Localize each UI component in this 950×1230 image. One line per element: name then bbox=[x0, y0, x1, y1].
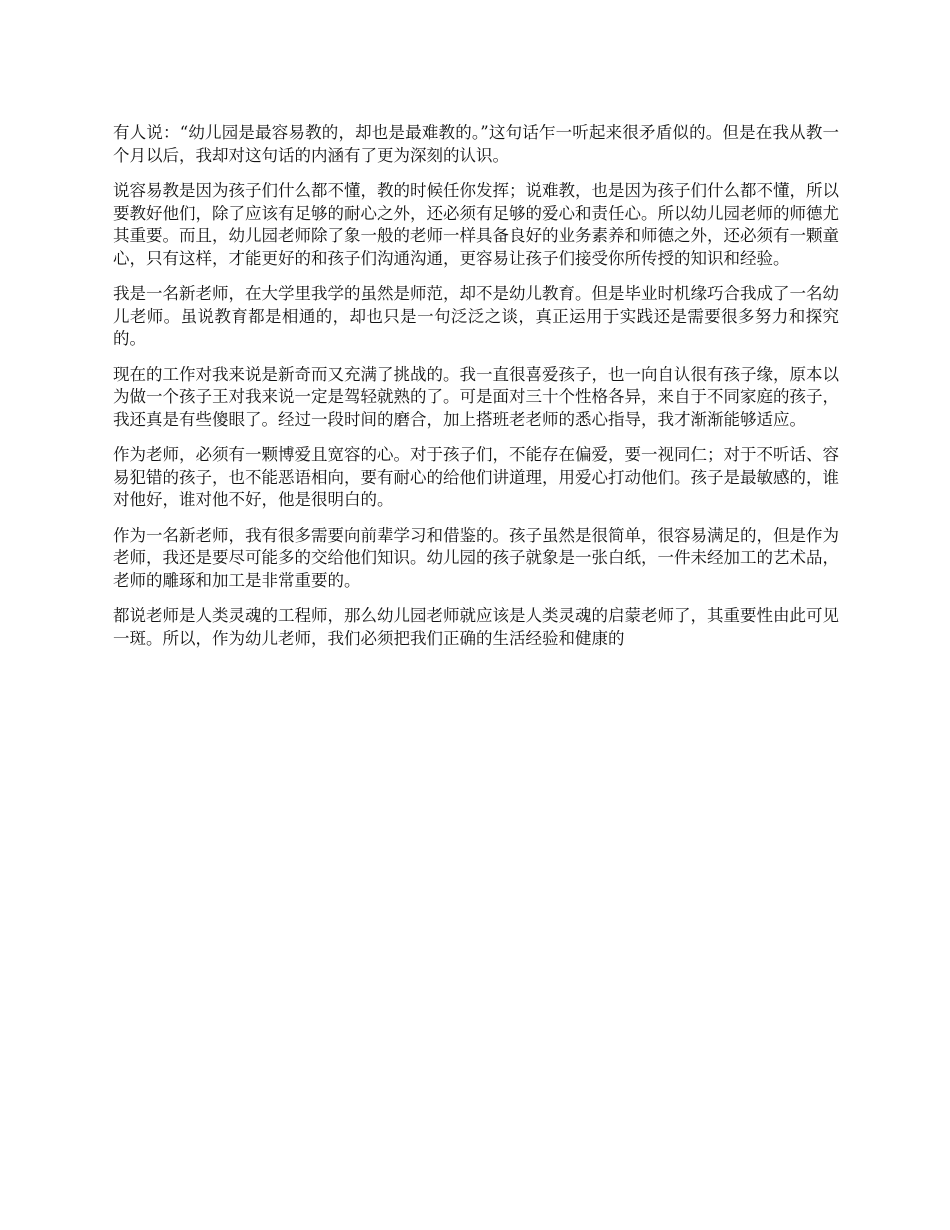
paragraph-5: 作为老师，必须有一颗博爱且宽容的心。对于孩子们，不能存在偏爱，要一视同仁；对于不听话、容易犯错的孩子，也不能恶语相向，要有耐心的给他们讲道理，用爱心打动他们。孩子是最敏感的，谁对他好，谁对他不好，他是很明白的。 bbox=[113, 445, 839, 509]
paragraph-2: 说容易教是因为孩子们什么都不懂，教的时候任你发挥；说难教，也是因为孩子们什么都不懂，所以要教好他们，除了应该有足够的耐心之外，还必须有足够的爱心和责任心。所以幼儿园老师的师德尤其重要。而且，幼儿园老师除了象一般的老师一样具备良好的业务素养和师德之外，还必须有一颗童心，只有这样，才能更好的和孩子们沟通沟通，更容易让孩子们接受你所传授的知识和经验。 bbox=[113, 181, 839, 268]
paragraph-7: 都说老师是人类灵魂的工程师，那么幼儿园老师就应该是人类灵魂的启蒙老师了，其重要性由此可见一斑。所以，作为幼儿老师，我们必须把我们正确的生活经验和健康的 bbox=[113, 606, 839, 648]
paragraph-6: 作为一名新老师，我有很多需要向前辈学习和借鉴的。孩子虽然是很简单，很容易满足的，但是作为老师，我还是要尽可能多的交给他们知识。幼儿园的孩子就象是一张白纸，一件未经加工的艺术品，老师的雕琢和加工是非常重要的。 bbox=[113, 525, 839, 590]
paragraph-3: 我是一名新老师，在大学里我学的虽然是师范，却不是幼儿教育。但是毕业时机缘巧合我成了一名幼儿老师。虽说教育都是相通的，却也只是一句泛泛之谈，真正运用于实践还是需要很多努力和探究的。 bbox=[113, 284, 839, 348]
paragraph-1: 有人说：“幼儿园是最容易教的，却也是最难教的。”这句话乍一听起来很矛盾似的。但是在我从教一个月以后，我却对这句话的内涵有了更为深刻的认识。 bbox=[113, 123, 839, 165]
document-body bbox=[113, 122, 839, 663]
paragraph-4: 现在的工作对我来说是新奇而又充满了挑战的。我一直很喜爱孩子，也一向自认很有孩子缘，原本以为做一个孩子王对我来说一定是驾轻就熟的了。可是面对三十个性格各异，来自于不同家庭的孩子，我还真是有些傻眼了。经过一段时间的磨合，加上搭班老老师的悉心指导，我才渐渐能够适应。 bbox=[113, 364, 839, 429]
